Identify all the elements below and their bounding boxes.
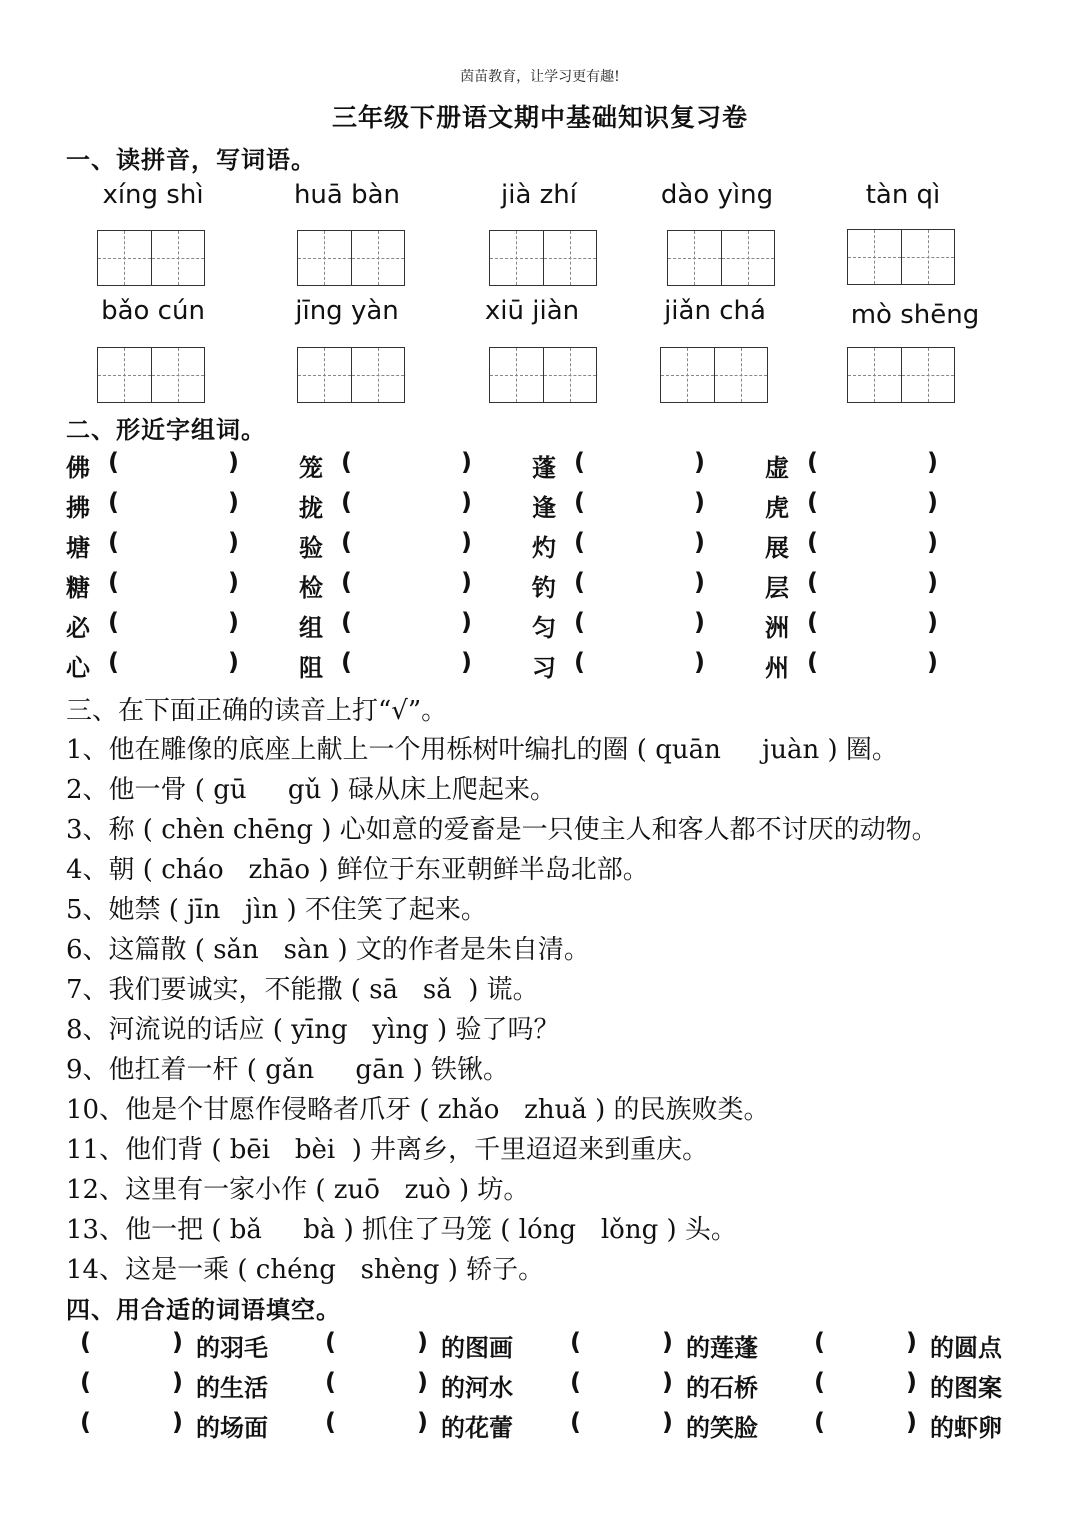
char: 心 xyxy=(66,654,90,682)
close-paren: ) xyxy=(906,1408,917,1436)
close-paren: ) xyxy=(461,608,472,636)
pinyin-label: dào yìng xyxy=(660,180,774,210)
similar-char-row xyxy=(66,448,966,488)
char: 验 xyxy=(299,534,323,562)
close-paren: ) xyxy=(417,1368,428,1396)
writing-box[interactable] xyxy=(297,230,405,286)
writing-box[interactable] xyxy=(847,347,955,403)
close-paren: ) xyxy=(461,568,472,596)
writing-box[interactable] xyxy=(489,230,597,286)
question-item[interactable]: 9、他扛着一杆 ( gǎn gān ) 铁锹。 xyxy=(66,1055,509,1085)
similar-char-item[interactable] xyxy=(532,568,764,603)
char: 塘 xyxy=(66,534,90,562)
close-paren: ) xyxy=(461,648,472,676)
close-paren: ) xyxy=(906,1368,917,1396)
close-paren: ) xyxy=(694,528,705,556)
phrase-word: 的花蕾 xyxy=(441,1414,513,1442)
close-paren: ) xyxy=(172,1368,183,1396)
close-paren: ) xyxy=(927,648,938,676)
question-item[interactable]: 2、他一骨 ( gū gǔ ) 碌从床上爬起来。 xyxy=(66,775,556,805)
question-item[interactable]: 4、朝 ( cháo zhāo ) 鲜位于东亚朝鲜半岛北部。 xyxy=(66,855,649,885)
open-paren: ( xyxy=(108,488,119,516)
open-paren: ( xyxy=(814,1368,825,1396)
phrase-word: 的河水 xyxy=(441,1374,513,1402)
close-paren: ) xyxy=(172,1408,183,1436)
close-paren: ) xyxy=(417,1328,428,1356)
char: 灼 xyxy=(532,534,556,562)
phrase-word: 的场面 xyxy=(196,1414,268,1442)
char: 拂 xyxy=(66,494,90,522)
similar-char-item[interactable] xyxy=(299,488,531,523)
char: 洲 xyxy=(765,614,789,642)
question-item[interactable]: 11、他们背 ( bēi bèi ) 井离乡，千里迢迢来到重庆。 xyxy=(66,1135,709,1165)
writing-box[interactable] xyxy=(97,347,205,403)
open-paren: ( xyxy=(807,648,818,676)
char: 虚 xyxy=(765,454,789,482)
similar-char-item[interactable] xyxy=(765,608,997,643)
pinyin-label: tàn qì xyxy=(865,180,941,210)
similar-char-item[interactable] xyxy=(532,608,764,643)
open-paren: ( xyxy=(341,528,352,556)
close-paren: ) xyxy=(906,1328,917,1356)
similar-char-item[interactable] xyxy=(66,528,298,563)
open-paren: ( xyxy=(574,528,585,556)
pinyin-label: jià zhí xyxy=(501,180,577,210)
writing-box[interactable] xyxy=(297,347,405,403)
close-paren: ) xyxy=(461,528,472,556)
similar-char-row xyxy=(66,648,966,688)
header-note: 茵苗教育，让学习更有趣! xyxy=(460,69,620,85)
open-paren: ( xyxy=(325,1368,336,1396)
similar-char-item[interactable] xyxy=(66,608,298,643)
pinyin-label: huā bàn xyxy=(293,180,401,210)
open-paren: ( xyxy=(570,1328,581,1356)
similar-char-item[interactable] xyxy=(299,448,531,483)
similar-char-item[interactable] xyxy=(66,488,298,523)
section1-heading: 一、读拼音，写词语。 xyxy=(66,146,316,174)
similar-char-item[interactable] xyxy=(299,608,531,643)
similar-char-item[interactable] xyxy=(765,568,997,603)
similar-char-item[interactable] xyxy=(765,448,997,483)
close-paren: ) xyxy=(694,568,705,596)
phrase-word: 的虾卵 xyxy=(930,1414,1002,1442)
similar-char-item[interactable] xyxy=(765,488,997,523)
close-paren: ) xyxy=(662,1328,673,1356)
char: 逢 xyxy=(532,494,556,522)
open-paren: ( xyxy=(325,1328,336,1356)
similar-char-item[interactable] xyxy=(532,448,764,483)
open-paren: ( xyxy=(570,1408,581,1436)
close-paren: ) xyxy=(927,528,938,556)
open-paren: ( xyxy=(807,608,818,636)
char: 笼 xyxy=(299,454,323,482)
writing-box[interactable] xyxy=(489,347,597,403)
open-paren: ( xyxy=(80,1368,91,1396)
open-paren: ( xyxy=(807,568,818,596)
close-paren: ) xyxy=(694,488,705,516)
phrase-word: 的笑脸 xyxy=(686,1414,758,1442)
open-paren: ( xyxy=(574,648,585,676)
pinyin-label: xiū jiàn xyxy=(484,296,580,326)
phrase-word: 的莲蓬 xyxy=(686,1334,758,1362)
close-paren: ) xyxy=(927,608,938,636)
close-paren: ) xyxy=(228,608,239,636)
similar-char-item[interactable] xyxy=(532,648,764,683)
char: 阻 xyxy=(299,654,323,682)
close-paren: ) xyxy=(228,528,239,556)
pinyin-row-1 xyxy=(0,180,1080,220)
open-paren: ( xyxy=(341,568,352,596)
open-paren: ( xyxy=(574,488,585,516)
close-paren: ) xyxy=(927,448,938,476)
pinyin-label: bǎo cún xyxy=(101,296,205,326)
open-paren: ( xyxy=(814,1328,825,1356)
question-item[interactable]: 14、这是一乘 ( chéng shèng ) 轿子。 xyxy=(66,1255,545,1285)
char: 展 xyxy=(765,534,789,562)
open-paren: ( xyxy=(807,528,818,556)
similar-char-item[interactable] xyxy=(66,648,298,683)
similar-char-row xyxy=(66,528,966,568)
phrase-word: 的羽毛 xyxy=(196,1334,268,1362)
question-item[interactable]: 3、称 ( chèn chēng ) 心如意的爱畜是一只使主人和客人都不讨厌的动物。 xyxy=(66,815,938,845)
open-paren: ( xyxy=(108,568,119,596)
close-paren: ) xyxy=(927,568,938,596)
phrase-word: 的生活 xyxy=(196,1374,268,1402)
open-paren: ( xyxy=(341,648,352,676)
close-paren: ) xyxy=(662,1408,673,1436)
fill-in-row xyxy=(76,1408,1036,1448)
char: 糖 xyxy=(66,574,90,602)
question-item[interactable]: 10、他是个甘愿作侵略者爪牙 ( zhǎo zhuǎ ) 的民族败类。 xyxy=(66,1095,770,1125)
close-paren: ) xyxy=(694,448,705,476)
similar-char-item[interactable] xyxy=(532,528,764,563)
char: 检 xyxy=(299,574,323,602)
close-paren: ) xyxy=(228,648,239,676)
phrase-word: 的图画 xyxy=(441,1334,513,1362)
pinyin-label: mò shēng xyxy=(850,300,980,330)
section2-heading: 二、形近字组词。 xyxy=(66,416,266,444)
char: 佛 xyxy=(66,454,90,482)
similar-char-item[interactable] xyxy=(765,648,997,683)
similar-char-item[interactable] xyxy=(299,568,531,603)
char: 习 xyxy=(532,654,556,682)
char: 匀 xyxy=(532,614,556,642)
open-paren: ( xyxy=(108,528,119,556)
open-paren: ( xyxy=(807,448,818,476)
close-paren: ) xyxy=(927,488,938,516)
pinyin-label: jiǎn chá xyxy=(664,296,766,326)
similar-char-item[interactable] xyxy=(66,568,298,603)
similar-char-item[interactable] xyxy=(532,488,764,523)
close-paren: ) xyxy=(228,488,239,516)
open-paren: ( xyxy=(108,648,119,676)
similar-char-item[interactable] xyxy=(765,528,997,563)
question-item[interactable]: 6、这篇散 ( sǎn sàn ) 文的作者是朱自清。 xyxy=(66,935,590,965)
similar-char-item[interactable] xyxy=(66,448,298,483)
similar-char-item[interactable] xyxy=(299,528,531,563)
similar-char-row xyxy=(66,608,966,648)
pinyin-label: xíng shì xyxy=(102,180,204,210)
open-paren: ( xyxy=(341,448,352,476)
open-paren: ( xyxy=(574,568,585,596)
writing-box[interactable] xyxy=(97,230,205,286)
close-paren: ) xyxy=(461,448,472,476)
open-paren: ( xyxy=(108,448,119,476)
fill-in-row xyxy=(76,1328,1036,1368)
open-paren: ( xyxy=(807,488,818,516)
page-title: 三年级下册语文期中基础知识复习卷 xyxy=(331,103,748,132)
similar-char-grid xyxy=(66,448,966,688)
open-paren: ( xyxy=(108,608,119,636)
char: 组 xyxy=(299,614,323,642)
question-item[interactable]: 1、他在雕像的底座上献上一个用栎树叶编扎的圈 ( quān juàn ) 圈。 xyxy=(66,735,898,765)
open-paren: ( xyxy=(574,608,585,636)
writing-box[interactable] xyxy=(847,229,955,285)
close-paren: ) xyxy=(694,608,705,636)
writing-box[interactable] xyxy=(667,230,775,286)
open-paren: ( xyxy=(341,608,352,636)
close-paren: ) xyxy=(694,648,705,676)
section4-heading: 四、用合适的词语填空。 xyxy=(66,1296,341,1324)
question-item[interactable]: 7、我们要诚实，不能撒 ( sā sǎ ) 谎。 xyxy=(66,975,539,1005)
question-item[interactable]: 5、她禁 ( jīn jìn ) 不住笑了起来。 xyxy=(66,895,487,925)
close-paren: ) xyxy=(417,1408,428,1436)
pronunciation-question-list xyxy=(66,730,1026,1290)
close-paren: ) xyxy=(172,1328,183,1356)
open-paren: ( xyxy=(570,1368,581,1396)
question-item[interactable]: 13、他一把 ( bǎ bà ) 抓住了马笼 ( lóng lǒng ) 头。 xyxy=(66,1215,737,1245)
similar-char-row xyxy=(66,488,966,528)
pinyin-row-2 xyxy=(0,296,1080,336)
similar-char-row xyxy=(66,568,966,608)
open-paren: ( xyxy=(325,1408,336,1436)
char: 州 xyxy=(765,654,789,682)
open-paren: ( xyxy=(80,1328,91,1356)
question-item[interactable]: 8、河流说的话应 ( yīng yìng ) 验了吗？ xyxy=(66,1015,560,1045)
open-paren: ( xyxy=(574,448,585,476)
char: 拢 xyxy=(299,494,323,522)
phrase-word: 的石桥 xyxy=(686,1374,758,1402)
char: 蓬 xyxy=(532,454,556,482)
close-paren: ) xyxy=(662,1368,673,1396)
close-paren: ) xyxy=(228,448,239,476)
close-paren: ) xyxy=(461,488,472,516)
open-paren: ( xyxy=(341,488,352,516)
char: 虎 xyxy=(765,494,789,522)
similar-char-item[interactable] xyxy=(299,648,531,683)
phrase-word: 的图案 xyxy=(930,1374,1002,1402)
phrase-word: 的圆点 xyxy=(930,1334,1002,1362)
char: 钓 xyxy=(532,574,556,602)
char: 层 xyxy=(765,574,789,602)
open-paren: ( xyxy=(814,1408,825,1436)
section3-heading: 三、在下面正确的读音上打“√”。 xyxy=(66,696,448,726)
close-paren: ) xyxy=(228,568,239,596)
char: 必 xyxy=(66,614,90,642)
fill-in-row xyxy=(76,1368,1036,1408)
fill-in-word-grid xyxy=(76,1328,1036,1448)
pinyin-label: jīng yàn xyxy=(295,296,399,326)
question-item[interactable]: 12、这里有一家小作 ( zuō zuò ) 坊。 xyxy=(66,1175,530,1205)
open-paren: ( xyxy=(80,1408,91,1436)
writing-box[interactable] xyxy=(660,347,768,403)
